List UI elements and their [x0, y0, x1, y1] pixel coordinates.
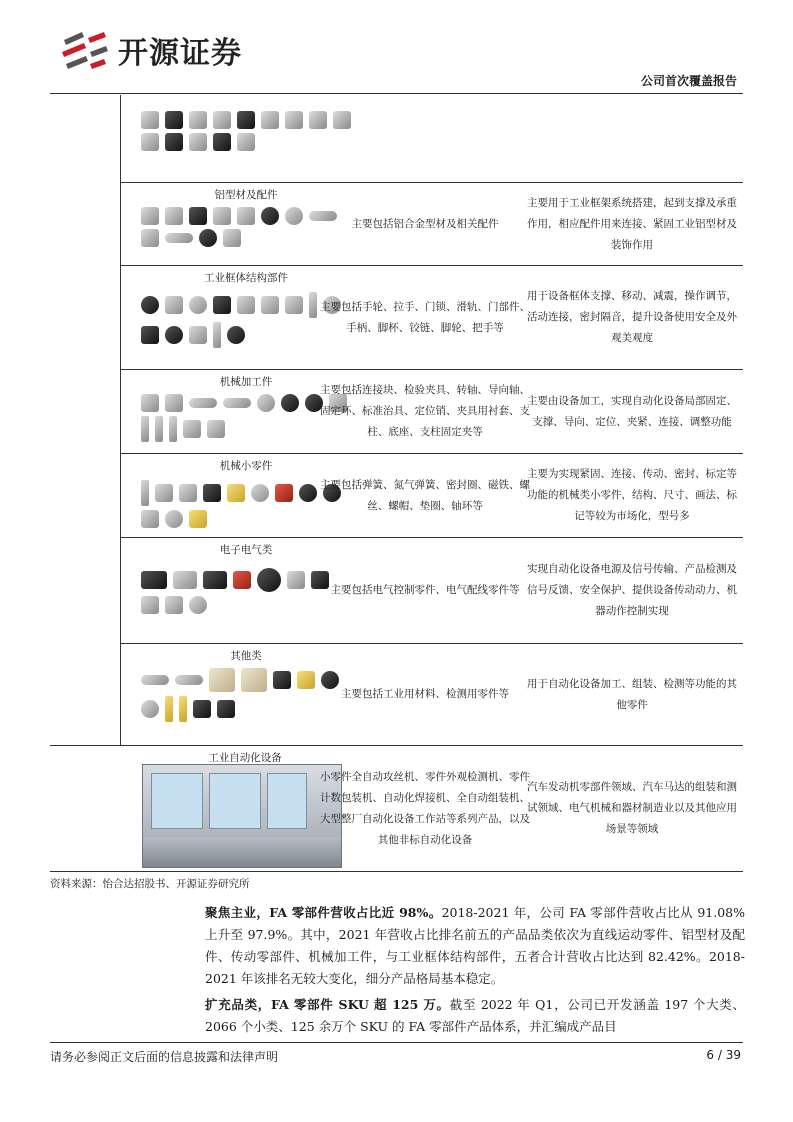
category-label: 电子电气类 — [219, 544, 273, 556]
part-image — [275, 484, 293, 502]
part-image — [199, 229, 217, 247]
paragraph-body: 2018-2021 年，公司 FA 零部件营收占比从 91.08%上升至 97.9%。其中，2021 年营收占比排名前五的产品品类依次为直线运动零件、铝型材及配件、传动零部件、机械加工件，与工业框体结构部件，五者合计营收占比达到 82.42%。2018-2021 年该排名无较大变化，细分产品格局基本稳定。 — [205, 905, 745, 986]
product-thumbnails — [141, 111, 351, 151]
company-logo — [60, 26, 242, 74]
part-image — [141, 326, 159, 344]
usage-cell: 主要为实现紧固、连接、传动、密封、标定等功能的机械类小零件，结构、尺寸、画法、标记等较为市场化，型号多 — [527, 468, 737, 522]
paragraph-body: 截至 2022 年 Q1，公司已开发涵盖 197 个大类、2066 个小类、125 余万个 SKU 的 FA 零部件产品体系，并汇编成产品目 — [205, 997, 745, 1034]
part-image — [273, 671, 291, 689]
part-image — [179, 696, 187, 722]
part-image — [141, 675, 169, 685]
part-image — [155, 416, 163, 442]
part-image — [223, 398, 251, 408]
part-image — [203, 484, 221, 502]
footer-divider — [50, 1042, 743, 1043]
part-image — [165, 111, 183, 129]
table-row — [50, 454, 743, 537]
part-image — [141, 229, 159, 247]
part-image — [285, 111, 303, 129]
category-label: 机械小零件 — [219, 460, 273, 472]
category-label: 工业自动化设备 — [208, 752, 282, 764]
part-image — [189, 398, 217, 408]
part-image — [237, 296, 255, 314]
description-cell: 主要包括工业用材料、检测用零件等 — [341, 688, 509, 700]
part-image — [155, 484, 173, 502]
body-paragraph — [205, 902, 745, 990]
part-image — [193, 700, 211, 718]
part-image — [297, 671, 315, 689]
description-cell: 主要包括铝合金型材及相关配件 — [351, 217, 499, 230]
body-paragraph — [205, 994, 745, 1038]
usage-cell: 主要用于工业框架系统搭建，起到支撑及承重作用，相应配件用来连接、紧固工业铝型材及装饰作用 — [527, 196, 737, 251]
part-image — [333, 111, 351, 129]
part-image — [169, 416, 177, 442]
usage-cell: 主要由设备加工，实现自动化设备局部固定、支撑、导向、定位、夹紧、连接、调整功能 — [527, 394, 737, 428]
part-image — [165, 326, 183, 344]
part-image — [165, 696, 173, 722]
table-row — [50, 644, 743, 745]
table-row — [50, 266, 743, 369]
part-image — [261, 207, 279, 225]
usage-cell: 用于设备框体支撑、移动、减震，操作调节，活动连接，密封隔音，提升设备使用安全及外观美观度 — [527, 290, 737, 344]
part-image — [213, 207, 231, 225]
usage-cell: 实现自动化设备电源及信号传输、产品检测及信号反馈、安全保护、提供设备传动动力、机器动作控制实现 — [527, 563, 737, 617]
table-source-note: 资料来源：怡合达招股书、开源证券研究所 — [50, 878, 250, 890]
part-image — [165, 207, 183, 225]
table-row — [50, 183, 743, 265]
part-image — [241, 668, 267, 692]
table-row — [50, 746, 743, 871]
part-image — [213, 322, 221, 348]
part-image — [213, 111, 231, 129]
part-image — [213, 296, 231, 314]
part-image — [189, 207, 207, 225]
part-image — [189, 296, 207, 314]
part-image — [141, 416, 149, 442]
part-image — [189, 510, 207, 528]
part-image — [227, 484, 245, 502]
usage-cell: 汽车发动机零部件领域、汽车马达的组装和测试领域、电气机械和器材制造业以及其他应用场景等领域 — [527, 781, 737, 835]
part-image — [309, 111, 327, 129]
part-image — [141, 111, 159, 129]
category-label: 工业框体结构部件 — [204, 272, 288, 284]
part-image — [141, 596, 159, 614]
part-image — [223, 229, 241, 247]
part-image — [165, 233, 193, 243]
footer-disclaimer: 请务必参阅正文后面的信息披露和法律声明 — [50, 1050, 279, 1064]
part-image — [251, 484, 269, 502]
part-image — [217, 700, 235, 718]
part-image — [237, 207, 255, 225]
machine-window — [151, 773, 203, 829]
table-row — [50, 370, 743, 453]
part-image — [173, 571, 197, 589]
part-image — [237, 133, 255, 151]
part-image — [175, 675, 203, 685]
part-image — [189, 133, 207, 151]
part-image — [213, 133, 231, 151]
part-image — [183, 420, 201, 438]
usage-cell: 用于自动化设备加工、组装、检测等功能的其他零件 — [527, 677, 737, 711]
part-image — [203, 571, 227, 589]
paragraph-lead: 聚焦主业，FA 零部件营收占比近 98%。 — [205, 905, 442, 920]
category-label: 铝型材及配件 — [214, 189, 278, 201]
part-image — [209, 668, 235, 692]
part-image — [207, 420, 225, 438]
part-image — [299, 484, 317, 502]
part-image — [285, 207, 303, 225]
part-image — [285, 296, 303, 314]
part-image — [165, 394, 183, 412]
table-row — [50, 538, 743, 643]
paragraph-lead: 扩充品类，FA 零部件 SKU 超 125 万。 — [205, 997, 450, 1012]
part-image — [237, 111, 255, 129]
page-header — [0, 0, 793, 96]
report-type-label: 公司首次覆盖报告 — [640, 74, 737, 88]
part-image — [309, 292, 317, 318]
description-cell: 主要包括手轮、拉手、门锁、滑轨、门部件、手柄、脚杯、铰链、脚轮、把手等 — [320, 300, 530, 334]
description-cell: 主要包括弹簧、氮气弹簧、密封圈、磁铁、螺丝、螺帽、垫圈、轴环等 — [320, 478, 530, 512]
machine-window — [267, 773, 307, 829]
description-cell: 主要包括连接块、检验夹具、转轴、导向轴、固定环、标准治具、定位销、夹具用衬套、支柱、底座、支柱固定夹等 — [320, 384, 530, 438]
part-image — [287, 571, 305, 589]
part-image — [165, 596, 183, 614]
product-image-cell — [120, 95, 370, 182]
table-bottom-rule — [50, 871, 743, 872]
part-image — [141, 394, 159, 412]
part-image — [141, 700, 159, 718]
page-number: 6 / 39 — [706, 1048, 741, 1062]
part-image — [165, 133, 183, 151]
part-image — [257, 394, 275, 412]
automation-equipment-image — [142, 764, 342, 868]
part-image — [141, 296, 159, 314]
category-label: 机械加工件 — [219, 376, 273, 388]
part-image — [179, 484, 197, 502]
part-image — [281, 394, 299, 412]
logo-text: 开源证券 — [118, 36, 242, 71]
part-image — [189, 596, 207, 614]
machine-base — [143, 837, 341, 867]
part-image — [141, 510, 159, 528]
part-image — [141, 480, 149, 506]
part-image — [165, 510, 183, 528]
description-cell: 主要包括电气控制零件、电气配线零件等 — [330, 584, 520, 596]
part-image — [227, 326, 245, 344]
part-image — [189, 111, 207, 129]
header-divider — [50, 93, 743, 94]
part-image — [141, 133, 159, 151]
part-image — [141, 571, 167, 589]
machine-window — [209, 773, 261, 829]
description-cell: 小零件全自动攻丝机、零件外观检测机、零件计数包装机、自动化焊接机、全自动组装机、大型整厂自动化设备工作站等系列产品，以及其他非标自动化设备 — [320, 770, 530, 846]
category-label: 其他类 — [230, 650, 262, 662]
logo-mark-icon — [60, 26, 110, 74]
part-image — [257, 568, 281, 592]
part-image — [261, 111, 279, 129]
part-image — [233, 571, 251, 589]
part-image — [141, 207, 159, 225]
table-row — [50, 95, 743, 182]
part-image — [165, 296, 183, 314]
part-image — [261, 296, 279, 314]
part-image — [189, 326, 207, 344]
